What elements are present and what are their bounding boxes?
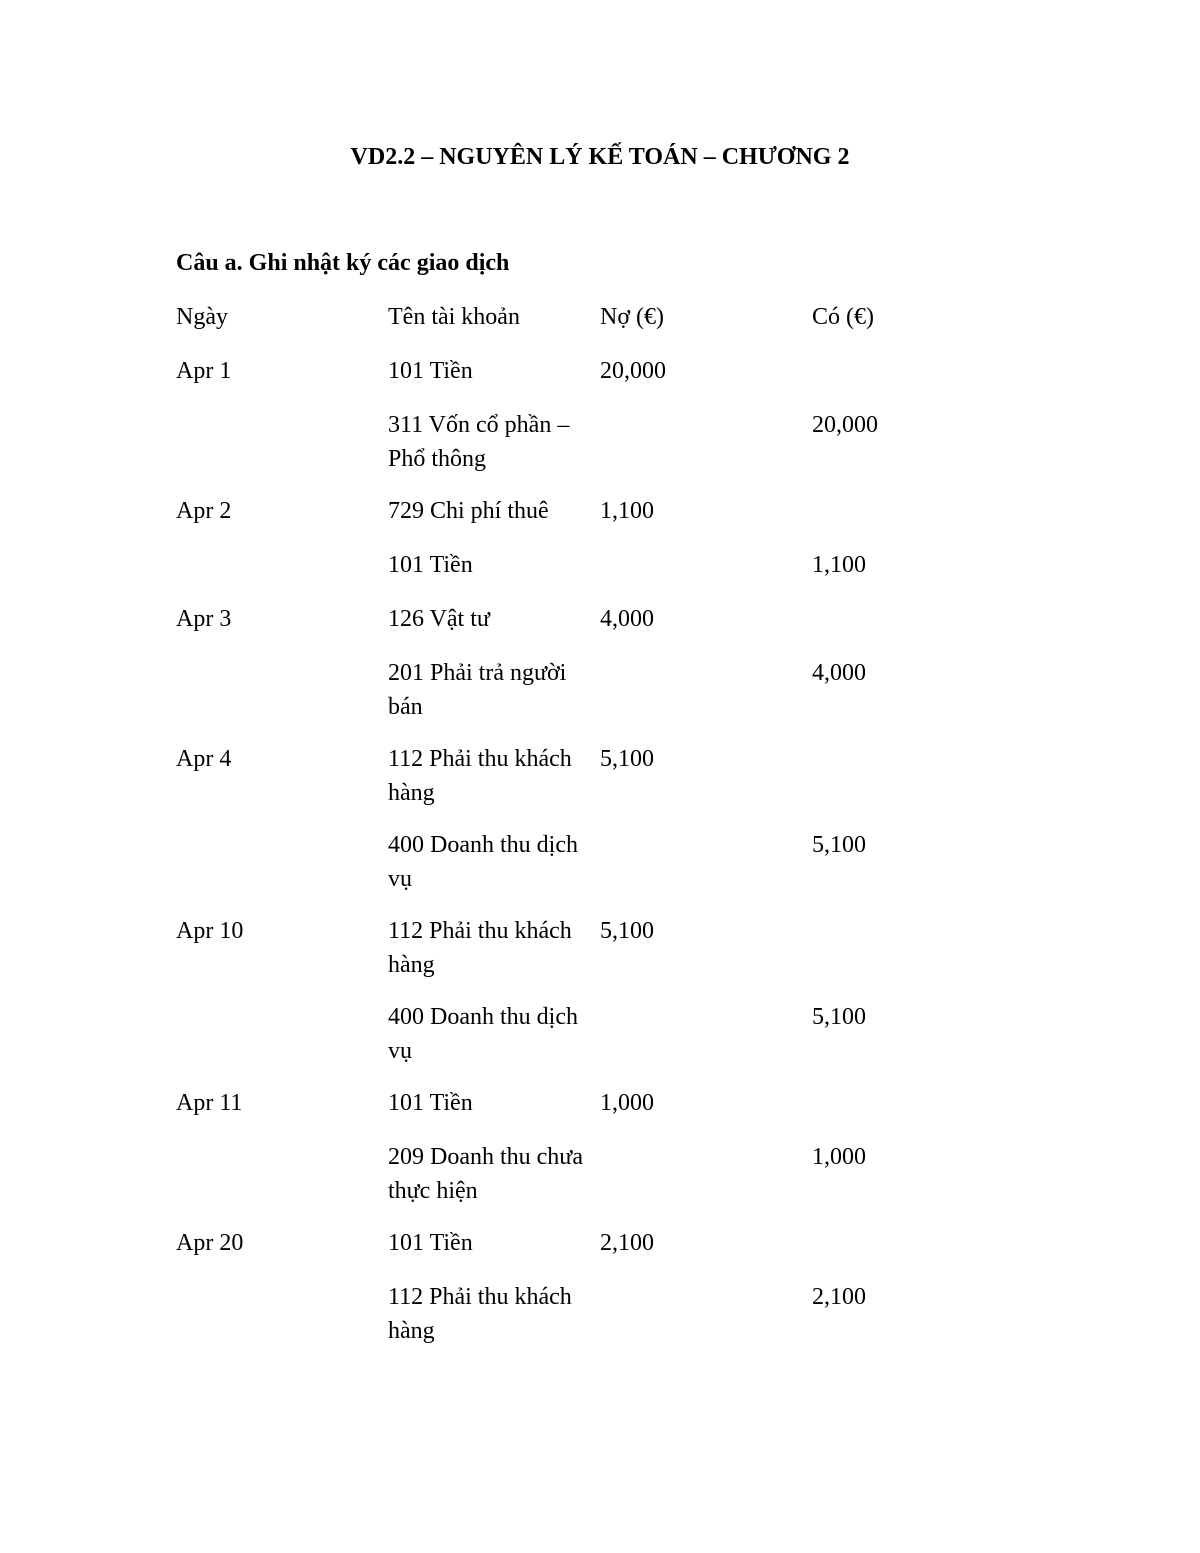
row-credit	[812, 602, 936, 656]
row-date	[176, 656, 388, 742]
journal-row	[176, 914, 936, 1000]
row-credit: 4,000	[812, 660, 866, 686]
row-debit	[600, 1140, 812, 1226]
row-debit: 1,000	[600, 1090, 654, 1116]
row-account: 101 Tiền	[388, 552, 473, 578]
row-debit	[600, 656, 812, 742]
row-credit	[812, 914, 936, 1000]
journal-row	[176, 656, 936, 742]
journal-row	[176, 408, 936, 494]
row-date	[176, 828, 388, 914]
journal-row	[176, 548, 936, 602]
row-account: 400 Doanh thu dịch vụ	[388, 832, 578, 892]
section-heading: Câu a. Ghi nhật ký các giao dịch	[176, 250, 510, 276]
row-debit	[600, 548, 812, 602]
row-debit: 5,100	[600, 746, 654, 772]
journal-row	[176, 602, 936, 656]
row-credit	[812, 1086, 936, 1140]
row-date	[176, 1280, 388, 1366]
journal-row	[176, 1000, 936, 1086]
journal-row	[176, 742, 936, 828]
journal-table	[176, 300, 936, 1366]
row-date	[176, 408, 388, 494]
row-date	[176, 1000, 388, 1086]
row-date: Apr 2	[176, 498, 232, 524]
row-account: 126 Vật tư	[388, 606, 490, 632]
row-credit: 1,000	[812, 1144, 866, 1170]
journal-row	[176, 828, 936, 914]
row-account: 101 Tiền	[388, 1230, 473, 1256]
journal-row	[176, 1086, 936, 1140]
row-date: Apr 1	[176, 358, 232, 384]
row-credit: 1,100	[812, 552, 866, 578]
row-date: Apr 11	[176, 1090, 243, 1116]
row-date: Apr 4	[176, 746, 232, 772]
row-credit	[812, 1226, 936, 1280]
journal-row	[176, 354, 936, 408]
row-date	[176, 1140, 388, 1226]
row-credit: 5,100	[812, 1004, 866, 1030]
row-account: 311 Vốn cổ phần – Phổ thông	[388, 412, 570, 472]
row-credit	[812, 742, 936, 828]
row-account: 112 Phải thu khách hàng	[388, 746, 572, 806]
journal-row	[176, 1140, 936, 1226]
row-account: 101 Tiền	[388, 1090, 473, 1116]
row-debit: 1,100	[600, 498, 654, 524]
row-debit	[600, 828, 812, 914]
row-credit	[812, 354, 936, 408]
journal-row	[176, 1226, 936, 1280]
row-account: 400 Doanh thu dịch vụ	[388, 1004, 578, 1064]
journal-row	[176, 1280, 936, 1366]
document-title: VD2.2 – NGUYÊN LÝ KẾ TOÁN – CHƯƠNG 2	[350, 144, 850, 170]
row-debit	[600, 1000, 812, 1086]
row-account: 101 Tiền	[388, 358, 473, 384]
row-date: Apr 3	[176, 606, 232, 632]
header-debit: Nợ (€)	[600, 304, 665, 330]
row-account: 112 Phải thu khách hàng	[388, 918, 572, 978]
row-credit: 5,100	[812, 832, 866, 858]
row-credit	[812, 494, 936, 548]
row-account: 729 Chi phí thuê	[388, 498, 549, 524]
row-debit: 2,100	[600, 1230, 654, 1256]
journal-header-row	[176, 300, 936, 354]
row-date	[176, 548, 388, 602]
row-debit	[600, 1280, 812, 1366]
row-debit: 20,000	[600, 358, 666, 384]
row-account: 112 Phải thu khách hàng	[388, 1284, 572, 1344]
row-debit: 4,000	[600, 606, 654, 632]
row-date: Apr 10	[176, 918, 244, 944]
row-date: Apr 20	[176, 1230, 244, 1256]
journal-row	[176, 494, 936, 548]
row-debit	[600, 408, 812, 494]
header-date: Ngày	[176, 304, 228, 330]
row-account: 201 Phải trả người bán	[388, 660, 567, 720]
row-credit: 20,000	[812, 412, 878, 438]
row-account: 209 Doanh thu chưa thực hiện	[388, 1144, 583, 1204]
header-credit: Có (€)	[812, 304, 874, 330]
header-account: Tên tài khoản	[388, 304, 520, 330]
row-credit: 2,100	[812, 1284, 866, 1310]
row-debit: 5,100	[600, 918, 654, 944]
